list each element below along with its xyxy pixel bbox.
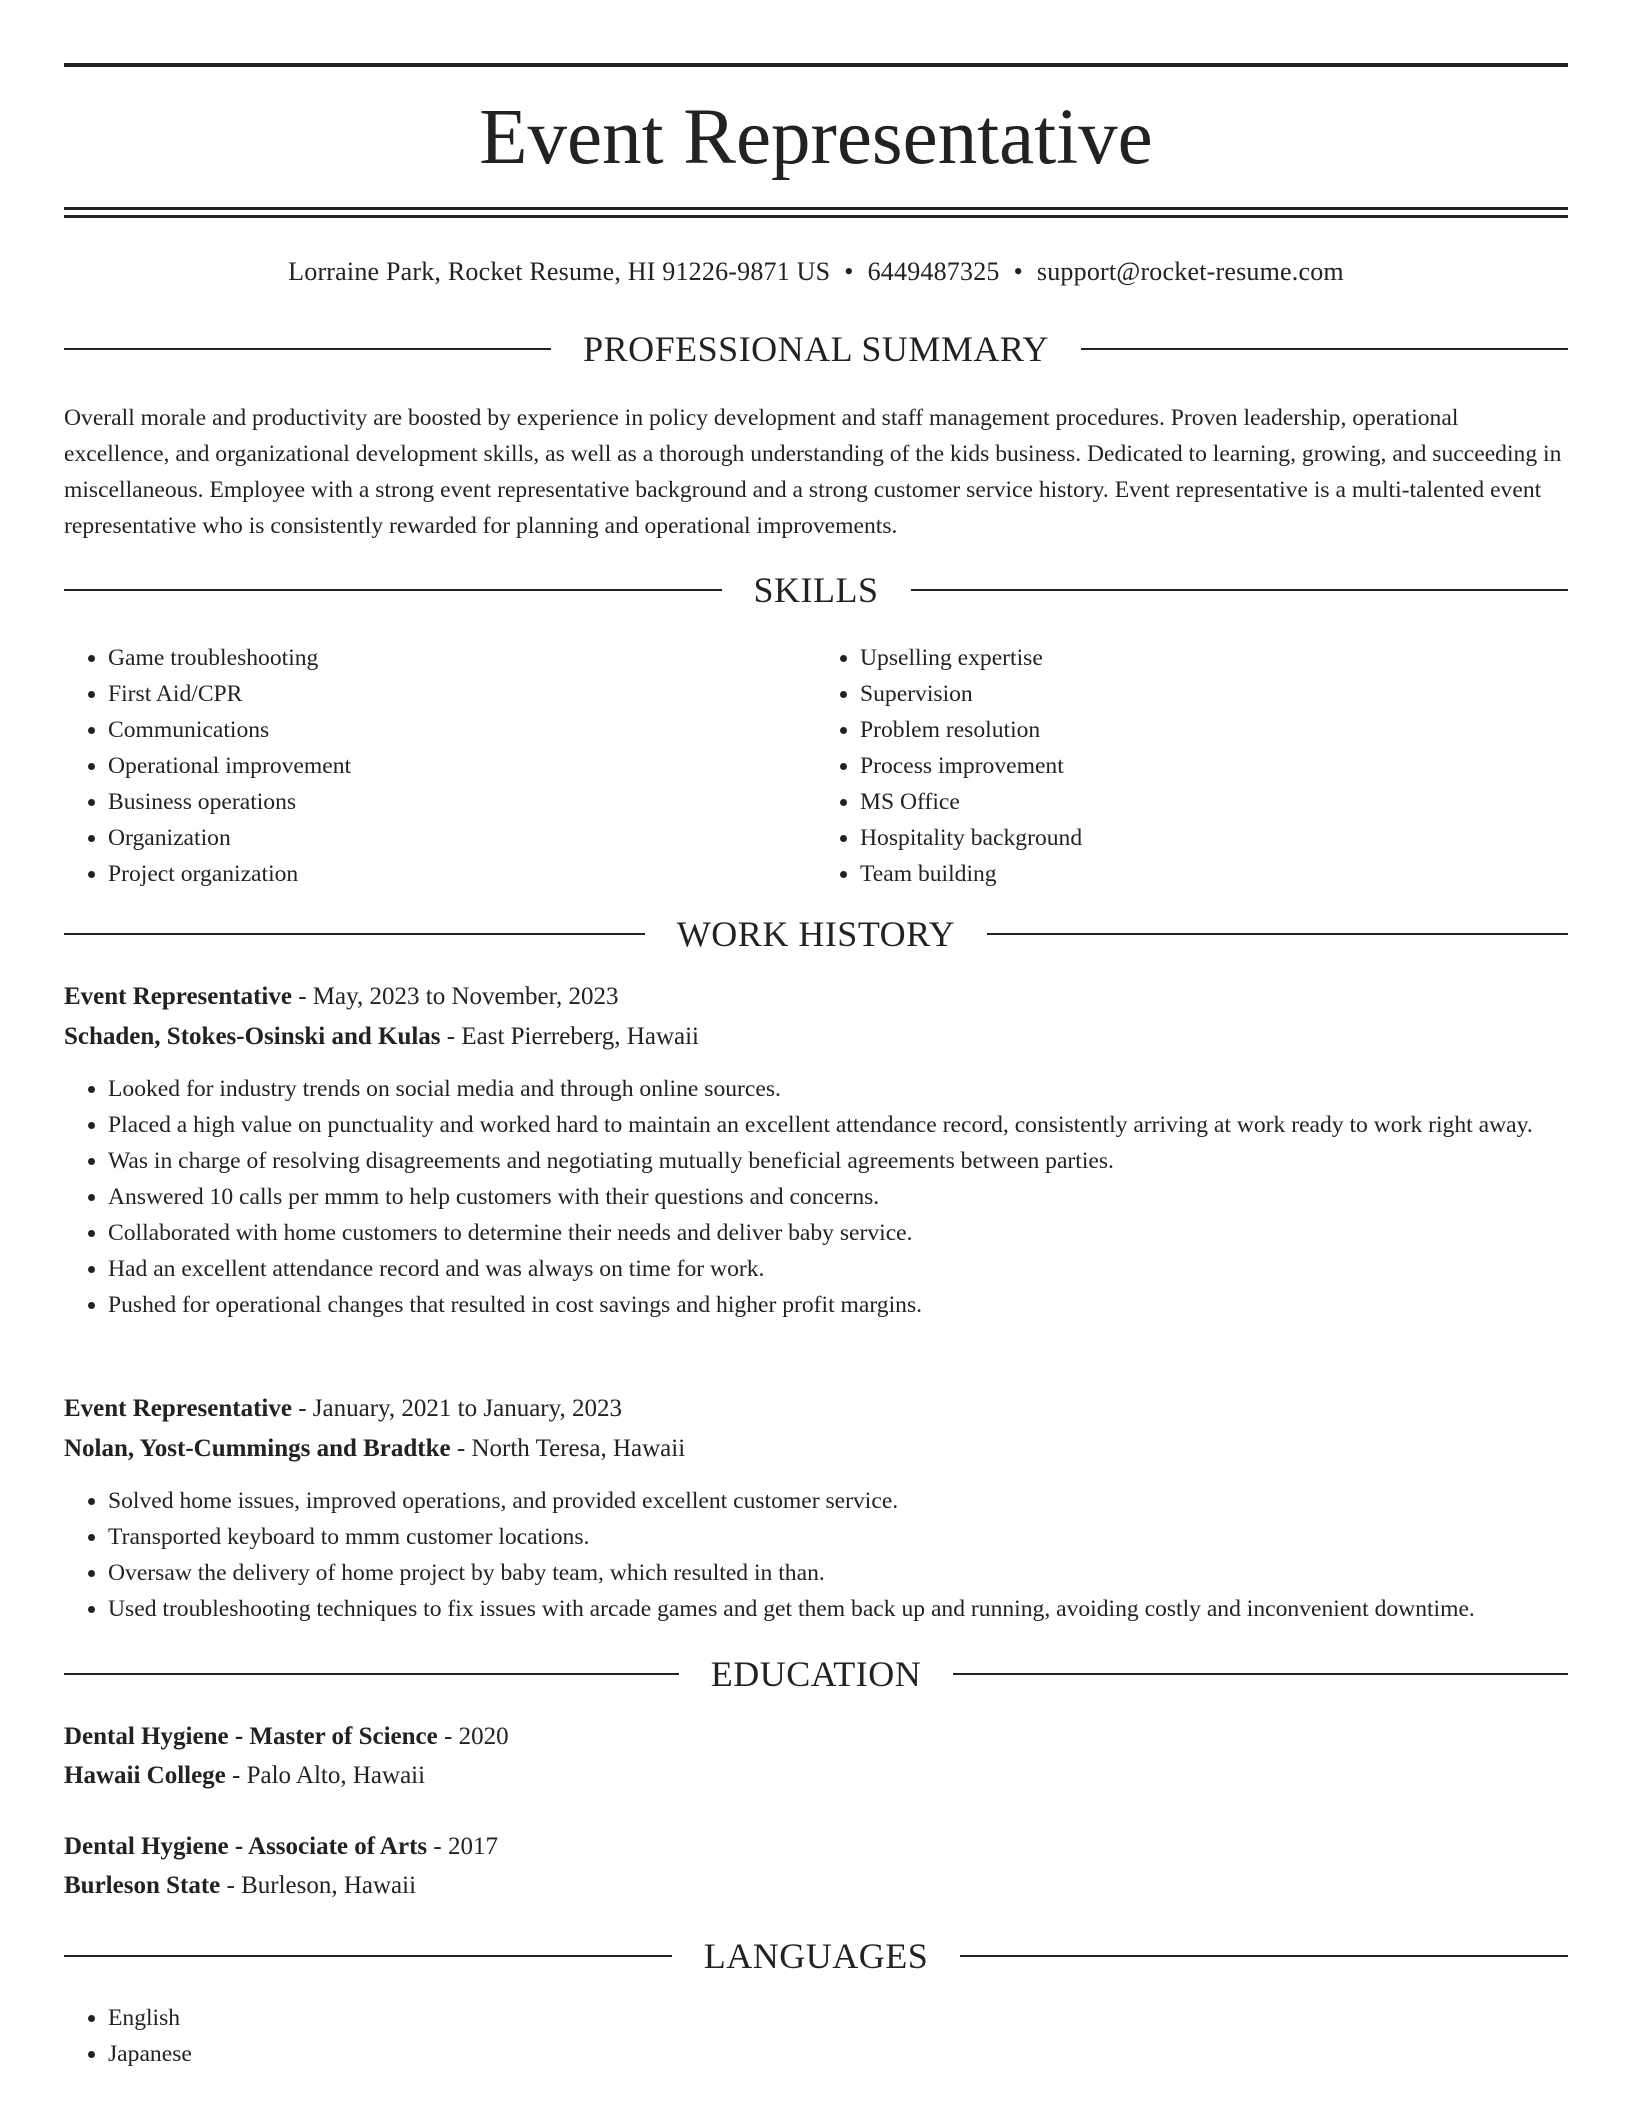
heading-rule [911, 589, 1569, 591]
job-bullet: • Looked for industry trends on social media and through online sources. [108, 1071, 1568, 1107]
languages-heading [64, 1934, 1568, 1978]
education-degree-line [64, 1829, 1568, 1865]
education-degree: Dental Hygiene - Master of Science [64, 1723, 438, 1750]
summary-heading-label: PROFESSIONAL SUMMARY [583, 329, 1049, 369]
title-rule-upper [64, 207, 1568, 210]
summary-text: Overall morale and productivity are boosted by experience in policy development and staff management procedures. Proven leadership, operational excellence, and organizational development skills, as well as a thorough understanding of the kids business. Dedicated to learning, growing, and succeeding in miscellaneous. Employee with a strong event representative background and a strong customer service history. Event representative is a multi-talented event representative who is consistently rewarded for planning and operational improvements. [64, 405, 1562, 539]
skill-item: • Problem resolution [860, 712, 1568, 748]
skill-item: • Game troubleshooting [108, 640, 816, 676]
contact-separator: • [844, 257, 854, 286]
heading-rule [64, 933, 645, 935]
job-bullet: • Transported keyboard to mmm customer locations. [108, 1519, 1568, 1555]
job-title: Event Representative [64, 1395, 292, 1422]
skill-item: • Project organization [108, 856, 816, 892]
skill-item: • Operational improvement [108, 748, 816, 784]
heading-rule [64, 348, 551, 350]
heading-rule [953, 1673, 1568, 1675]
top-rule [64, 63, 1568, 67]
work-heading-label: WORK HISTORY [676, 914, 956, 954]
education-school-line [64, 1758, 1568, 1794]
education-degree-line [64, 1719, 1568, 1755]
job-bullet: • Solved home issues, improved operations, and provided excellent customer service. [108, 1483, 1568, 1519]
job-bullet: • Was in charge of resolving disagreements and negotiating mutually beneficial agreements between parties. [108, 1143, 1568, 1179]
language-item: • Japanese [108, 2036, 1568, 2072]
skill-item: • Communications [108, 712, 816, 748]
contact-separator: • [1013, 257, 1023, 286]
job-location: - East Pierreberg, Hawaii [440, 1023, 700, 1050]
job-title-line [64, 979, 1568, 1015]
heading-rule [1081, 348, 1568, 350]
skill-item: • Supervision [860, 676, 1568, 712]
job-bullet: • Pushed for operational changes that resulted in cost savings and higher profit margins. [108, 1287, 1568, 1323]
heading-rule [960, 1955, 1568, 1957]
job-company-line [64, 1431, 1568, 1467]
job-company: Nolan, Yost-Cummings and Bradtke [64, 1435, 451, 1462]
skill-item: • Hospitality background [860, 820, 1568, 856]
job-dates: - January, 2021 to January, 2023 [291, 1395, 622, 1422]
education-school-line [64, 1868, 1568, 1904]
page-title: Event Representative [479, 94, 1153, 181]
job-title: Event Representative [64, 983, 292, 1010]
education-heading [64, 1652, 1568, 1696]
job-company-line [64, 1019, 1568, 1055]
skill-item: • First Aid/CPR [108, 676, 816, 712]
education-location: - Burleson, Hawaii [220, 1872, 417, 1899]
heading-rule [64, 1955, 672, 1957]
heading-rule [64, 589, 722, 591]
job-bullets [64, 1483, 1568, 1627]
job-dates: - May, 2023 to November, 2023 [291, 983, 619, 1010]
contact-address: Lorraine Park, Rocket Resume, HI 91226-9871 US [288, 257, 831, 286]
skills-heading [64, 568, 1568, 612]
education-location: - Palo Alto, Hawaii [225, 1762, 426, 1789]
title-rule-lower [64, 215, 1568, 218]
skills-heading-label: SKILLS [753, 570, 879, 610]
skills-list [64, 640, 1568, 892]
job-bullet: • Answered 10 calls per mmm to help customers with their questions and concerns. [108, 1179, 1568, 1215]
heading-rule [64, 1673, 679, 1675]
contact-line [64, 254, 1568, 290]
contact-email: support@rocket-resume.com [1036, 257, 1344, 286]
education-heading-label: EDUCATION [710, 1654, 922, 1694]
job-bullet: • Oversaw the delivery of home project by baby team, which resulted in than. [108, 1555, 1568, 1591]
languages-heading-label: LANGUAGES [703, 1936, 929, 1976]
skill-item: • Business operations [108, 784, 816, 820]
skills-column-left [64, 640, 816, 892]
job-bullets [64, 1071, 1568, 1323]
skill-item: • Process improvement [860, 748, 1568, 784]
job-bullet: • Placed a high value on punctuality and worked hard to maintain an excellent attendance record, consistently arriving at work ready to work right away. [108, 1107, 1568, 1143]
language-item: • English [108, 2000, 1568, 2036]
skill-item: • Organization [108, 820, 816, 856]
education-degree: Dental Hygiene - Associate of Arts [64, 1833, 428, 1860]
education-school: Hawaii College [64, 1762, 226, 1789]
heading-rule [987, 933, 1568, 935]
skills-column-right [816, 640, 1568, 892]
job-title-line [64, 1391, 1568, 1427]
education-year: - 2017 [427, 1833, 498, 1860]
skill-item: • Team building [860, 856, 1568, 892]
summary-heading [64, 327, 1568, 371]
skill-item: • MS Office [860, 784, 1568, 820]
job-bullet: • Collaborated with home customers to determine their needs and deliver baby service. [108, 1215, 1568, 1251]
contact-phone: 6449487325 [867, 257, 1000, 286]
education-school: Burleson State [64, 1872, 221, 1899]
job-location: - North Teresa, Hawaii [450, 1435, 686, 1462]
job-company: Schaden, Stokes-Osinski and Kulas [64, 1023, 441, 1050]
education-year: - 2020 [437, 1723, 509, 1750]
job-bullet: • Had an excellent attendance record and was always on time for work. [108, 1251, 1568, 1287]
languages-list [64, 2000, 1568, 2072]
skill-item: • Upselling expertise [860, 640, 1568, 676]
work-heading [64, 912, 1568, 956]
job-bullet: • Used troubleshooting techniques to fix issues with arcade games and get them back up and running, avoiding costly and inconvenient downtime. [108, 1591, 1568, 1627]
